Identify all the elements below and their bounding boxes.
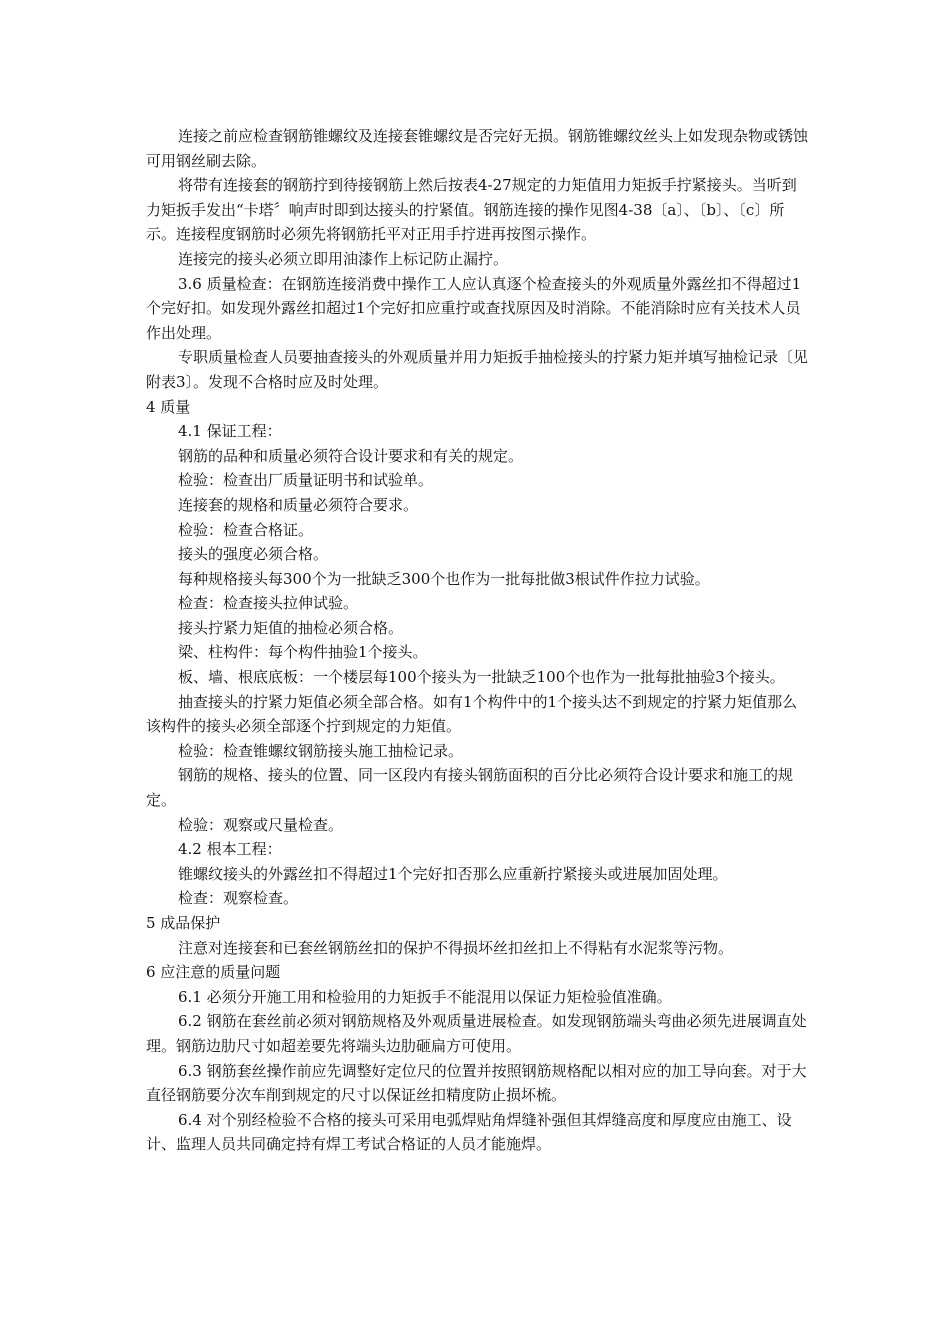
paragraph: 专职质量检查人员要抽查接头的外观质量并用力矩扳手抽检接头的拧紧力矩并填写抽检记录〔见附表3〕。发现不合格时应及时处理。 [146,348,809,391]
section-heading: 5 成品保护 [146,914,221,932]
subsection-heading: 4.2 根本工程： [178,840,282,859]
paragraph: 板、墙、根底底板：一个楼层每100个接头为一批缺乏100个也作为一批每批抽验3个接头。 [178,668,785,687]
document-body [146,124,808,1157]
paragraph: 6.3 钢筋套丝操作前应先调整好定位尺的位置并按照钢筋规格配以相对应的加工导向套。对于大直径钢筋要分次车削到规定的尺寸以保证丝扣精度防止损坏梳。 [146,1061,807,1105]
paragraph: 钢筋的品种和质量必须符合设计要求和有关的规定。 [178,446,524,465]
paragraph: 梁、柱构件：每个构件抽验1个接头。 [178,643,428,662]
paragraph: 6.2 钢筋在套丝前必须对钢筋规格及外观质量进展检查。如发现钢筋端头弯曲必须先进展调直处理。钢筋边肋尺寸如超差要先将端头边肋砸扁方可使用。 [146,1012,807,1055]
section-heading: 4 质量 [146,397,191,416]
subsection-heading: 4.1 保证工程： [178,422,282,441]
paragraph: 6.4 对个别经检验不合格的接头可采用电弧焊贴角焊缝补强但其焊缝高度和厚度应由施工、设计、监理人员共同确定持有焊工考试合格证的人员才能施焊。 [146,1110,792,1154]
paragraph: 注意对连接套和已套丝钢筋丝扣的保护不得损坏丝扣丝扣上不得粘有水泥浆等污物。 [178,938,734,957]
paragraph: 连接套的规格和质量必须符合要求。 [178,495,419,514]
paragraph: 抽查接头的拧紧力矩值必须全部合格。如有1个构件中的1个接头达不到规定的拧紧力矩值那么该构件的接头必须全部逐个拧到规定的力矩值。 [146,692,798,736]
paragraph: 检查：观察检查。 [178,889,299,908]
paragraph: 检验：观察或尺量检查。 [178,815,344,834]
paragraph: 钢筋的规格、接头的位置、同一区段内有接头钢筋面积的百分比必须符合设计要求和施工的规定。 [146,766,794,810]
paragraph: 3.6 质量检查：在钢筋连接消费中操作工人应认真逐个检查接头的外观质量外露丝扣不得超过1个完好扣。如发现外露丝扣超过1个完好扣应重拧或查找原因及时消除。不能消除时应有关技术人员作出处理。 [146,274,802,342]
paragraph: 检查：检查接头拉伸试验。 [178,594,359,613]
paragraph: 将带有连接套的钢筋拧到待接钢筋上然后按表4-27规定的力矩值用力矩扳手拧紧接头。当听到力矩扳手发出“卡塔〞响声时即到达接头的拧紧值。钢筋连接的操作见图4-38〔a〕、〔b〕、〔c〕所示。连接程度钢筋时必须先将钢筋托平对正用手拧进再按图示操作。 [146,176,797,244]
paragraph: 检验：检查锥螺纹钢筋接头施工抽检记录。 [178,741,464,760]
paragraph: 锥螺纹接头的外露丝扣不得超过1个完好扣否那么应重新拧紧接头或进展加固处理。 [178,864,728,883]
section-heading: 6 应注意的质量问题 [146,963,281,982]
paragraph: 检验：检查合格证。 [178,520,314,539]
paragraph: 检验：检查出厂质量证明书和试验单。 [178,471,434,490]
paragraph: 连接完的接头必须立即用油漆作上标记防止漏拧。 [178,249,509,268]
paragraph: 连接之前应检查钢筋锥螺纹及连接套锥螺纹是否完好无损。钢筋锥螺纹丝头上如发现杂物或锈蚀可用钢丝刷去除。 [146,127,809,170]
paragraph: 接头拧紧力矩值的抽检必须合格。 [178,618,404,637]
paragraph: 每种规格接头每300个为一批缺乏300个也作为一批每批做3根试件作拉力试验。 [178,569,710,588]
paragraph: 6.1 必须分开施工用和检验用的力矩扳手不能混用以保证力矩检验值准确。 [178,987,672,1006]
paragraph: 接头的强度必须合格。 [178,545,329,564]
